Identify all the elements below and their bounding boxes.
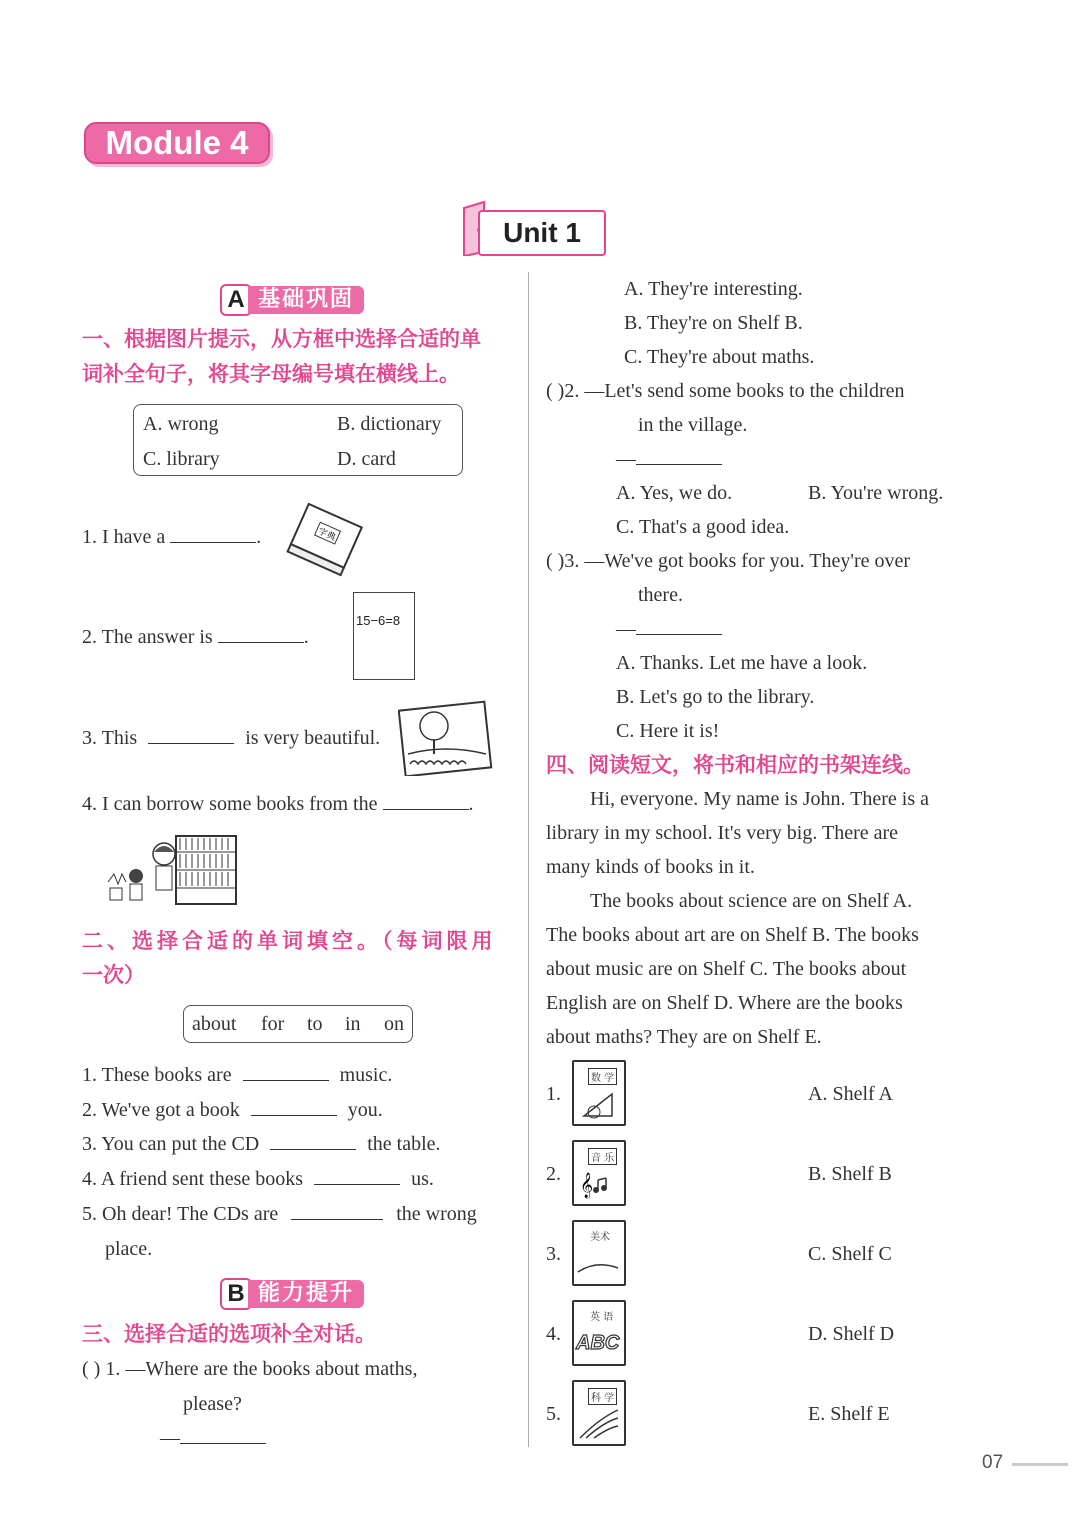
column-divider bbox=[528, 272, 529, 1447]
shelf-b[interactable]: B. Shelf B bbox=[808, 1163, 892, 1185]
passage-line-3: many kinds of books in it. bbox=[546, 856, 755, 878]
part3-q2: ( )2. —Let's send some books to the children bbox=[546, 380, 905, 402]
answer-blank[interactable] bbox=[314, 1164, 400, 1185]
book-number: 5. bbox=[546, 1403, 561, 1425]
answer-blank[interactable] bbox=[636, 614, 722, 635]
picture-illustration bbox=[398, 698, 494, 776]
answer-blank[interactable] bbox=[383, 789, 469, 810]
answer-blank[interactable] bbox=[243, 1060, 329, 1081]
passage-line-4: The books about science are on Shelf A. bbox=[590, 890, 913, 912]
page-number: 07 bbox=[982, 1452, 1004, 1473]
part1-options-box bbox=[133, 404, 463, 476]
word-in: in bbox=[345, 1013, 361, 1035]
section-b-title: 能力提升 bbox=[248, 1280, 364, 1308]
module-title: Module 4 bbox=[84, 122, 270, 164]
option-d: D. card bbox=[337, 448, 396, 470]
book-number: 4. bbox=[546, 1323, 561, 1345]
q3-option-a: A. Thanks. Let me have a look. bbox=[616, 652, 868, 674]
art-book-icon[interactable]: 美术 bbox=[572, 1220, 626, 1286]
word-to: to bbox=[307, 1013, 323, 1035]
passage-line-1: Hi, everyone. My name is John. There is a bbox=[590, 788, 929, 810]
part3-q3-answer: — bbox=[616, 612, 722, 646]
part1-instruction-line2: 词补全句子，将其字母编号填在横线上。 bbox=[82, 362, 460, 386]
svg-text:𝄞: 𝄞 bbox=[580, 1173, 594, 1198]
english-book-icon[interactable]: 英 语 ABC bbox=[572, 1300, 626, 1366]
q2-option-c: C. That's a good idea. bbox=[616, 516, 790, 538]
library-illustration bbox=[100, 832, 242, 912]
answer-blank[interactable] bbox=[170, 522, 256, 543]
book-number: 3. bbox=[546, 1243, 561, 1265]
part2-item-5-cont: place. bbox=[105, 1238, 153, 1260]
answer-blank[interactable] bbox=[636, 444, 722, 465]
option-b: B. dictionary bbox=[337, 413, 442, 435]
page-number-bar bbox=[1012, 1463, 1068, 1466]
answer-blank[interactable] bbox=[251, 1095, 337, 1116]
passage-line-7: English are on Shelf D. Where are the books bbox=[546, 992, 903, 1014]
q1-option-c: C. They're about maths. bbox=[624, 346, 815, 368]
part4-instruction: 四、阅读短文，将书和相应的书架连线。 bbox=[546, 753, 924, 777]
dictionary-label: 字典 bbox=[316, 526, 337, 544]
q2-option-a: A. Yes, we do. bbox=[616, 482, 733, 504]
option-a: A. wrong bbox=[143, 413, 219, 435]
card-illustration bbox=[353, 592, 415, 680]
shelf-e[interactable]: E. Shelf E bbox=[808, 1403, 890, 1425]
shelf-c[interactable]: C. Shelf C bbox=[808, 1243, 892, 1265]
maths-book-icon[interactable]: 数 学 bbox=[572, 1060, 626, 1126]
shelf-d[interactable]: D. Shelf D bbox=[808, 1323, 895, 1345]
part1-item-3: 3. This is very beautiful. bbox=[82, 721, 380, 755]
part3-instruction: 三、选择合适的选项补全对话。 bbox=[82, 1322, 376, 1346]
part3-q1: ( ) 1. —Where are the books about maths, bbox=[82, 1358, 418, 1380]
section-a-title: 基础巩固 bbox=[248, 286, 364, 314]
part3-q1-answer: — bbox=[160, 1421, 266, 1455]
card-equation: 15−6=8 bbox=[356, 613, 401, 628]
part2-item-5: 5. Oh dear! The CDs are the wrong bbox=[82, 1197, 477, 1231]
passage-line-2: library in my school. It's very big. There are bbox=[546, 822, 899, 844]
word-on: on bbox=[384, 1013, 404, 1035]
abc-text: ABC bbox=[576, 1332, 620, 1354]
q2-option-b: B. You're wrong. bbox=[808, 482, 944, 504]
part3-q1-cont: please? bbox=[183, 1393, 242, 1415]
part3-q2-cont: in the village. bbox=[638, 414, 748, 436]
word-about: about bbox=[192, 1013, 237, 1035]
part3-q2-answer: — bbox=[616, 442, 722, 476]
part3-q3-cont: there. bbox=[638, 584, 683, 606]
part1-item-4: 4. I can borrow some books from the . bbox=[82, 787, 474, 821]
dictionary-illustration bbox=[284, 500, 368, 578]
passage-line-6: about music are on Shelf C. The books about bbox=[546, 958, 907, 980]
shelf-a[interactable]: A. Shelf A bbox=[808, 1083, 893, 1105]
part2-item-3: 3. You can put the CD the table. bbox=[82, 1127, 441, 1161]
answer-blank[interactable] bbox=[218, 622, 304, 643]
part2-instruction-line2: 一次） bbox=[82, 963, 145, 987]
music-book-icon[interactable]: 音 乐 𝄞 bbox=[572, 1140, 626, 1206]
word-for: for bbox=[261, 1013, 285, 1035]
section-b-letter: B bbox=[220, 1278, 252, 1310]
part1-instruction-line1: 一、根据图片提示，从方框中选择合适的单 bbox=[82, 327, 481, 351]
q1-option-a: A. They're interesting. bbox=[624, 278, 803, 300]
section-a-badge bbox=[220, 284, 364, 314]
option-c: C. library bbox=[143, 448, 220, 470]
q3-option-c: C. Here it is! bbox=[616, 720, 720, 742]
part2-item-2: 2. We've got a book you. bbox=[82, 1093, 383, 1127]
book-number: 2. bbox=[546, 1163, 561, 1185]
science-book-icon[interactable]: 科 学 bbox=[572, 1380, 626, 1446]
part2-word-box bbox=[183, 1005, 413, 1043]
answer-blank[interactable] bbox=[148, 723, 234, 744]
book-number: 1. bbox=[546, 1083, 561, 1105]
part1-item-2: 2. The answer is . bbox=[82, 620, 309, 654]
section-a-letter: A bbox=[220, 284, 252, 316]
passage-line-8: about maths? They are on Shelf E. bbox=[546, 1026, 822, 1048]
answer-blank[interactable] bbox=[291, 1199, 383, 1220]
part1-item-1: 1. I have a . bbox=[82, 520, 261, 554]
section-b-badge bbox=[220, 1278, 364, 1308]
part3-q3: ( )3. —We've got books for you. They're over bbox=[546, 550, 911, 572]
q1-option-b: B. They're on Shelf B. bbox=[624, 312, 803, 334]
q3-option-b: B. Let's go to the library. bbox=[616, 686, 815, 708]
unit-title: Unit 1 bbox=[478, 210, 606, 256]
part2-item-1: 1. These books are music. bbox=[82, 1058, 392, 1092]
answer-blank[interactable] bbox=[270, 1129, 356, 1150]
answer-blank[interactable] bbox=[180, 1423, 266, 1444]
part2-item-4: 4. A friend sent these books us. bbox=[82, 1162, 434, 1196]
passage-line-5: The books about art are on Shelf B. The books bbox=[546, 924, 919, 946]
part2-instruction-line1: 二、选择合适的单词填空。（每词限用 bbox=[82, 929, 497, 953]
